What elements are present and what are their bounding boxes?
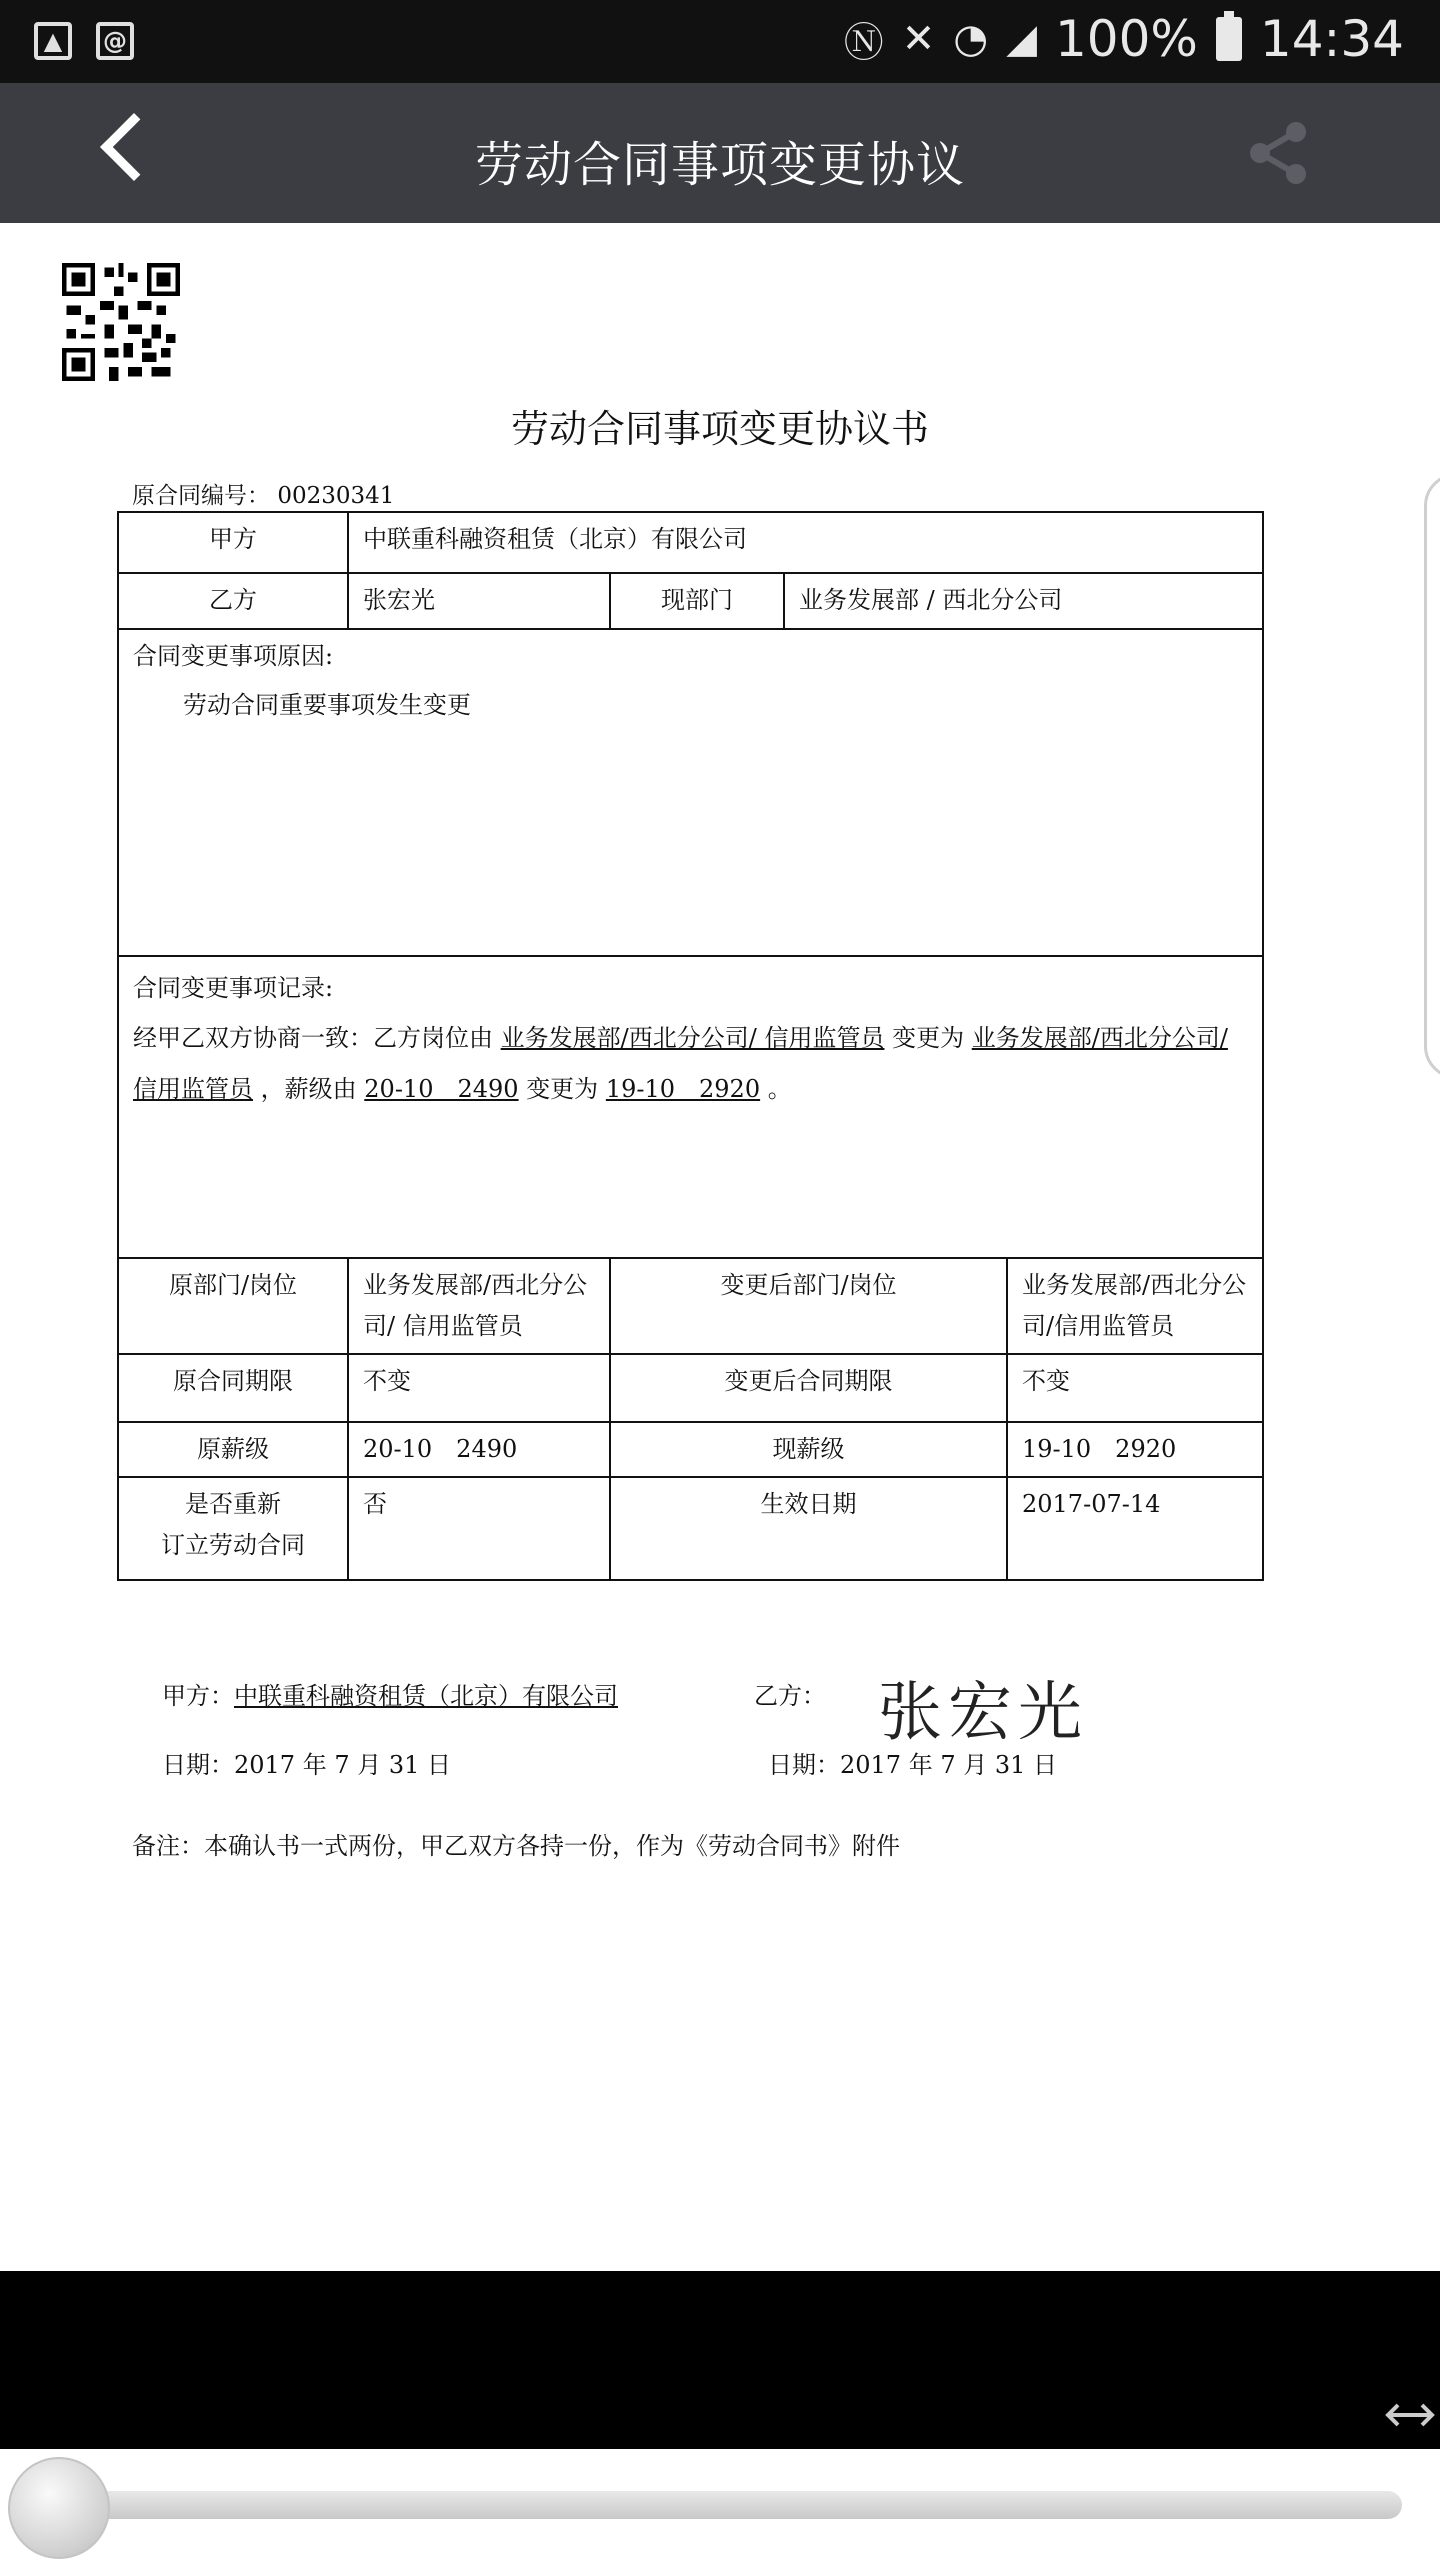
change-reason-cell [118, 629, 1263, 956]
zoom-slider-thumb[interactable] [8, 2457, 110, 2559]
party-a-signature-line [162, 1676, 618, 1711]
document-note: 备注：本确认书一式两份，甲乙双方各持一份，作为《劳动合同书》附件 [132, 1832, 900, 1860]
orig-salary-value: 20-10 2490 [348, 1422, 610, 1477]
change-reason-text: 劳动合同重要事项发生变更 [183, 690, 471, 719]
record-end: 。 [767, 1074, 792, 1103]
current-dept-value: 业务发展部 / 西北分公司 [784, 573, 1263, 629]
re-sign-value: 否 [348, 1477, 610, 1580]
current-salary-label: 现薪级 [610, 1422, 1007, 1477]
document-page [0, 223, 1440, 2271]
orig-dept-post-label: 原部门/岗位 [118, 1258, 348, 1354]
viewer-background [0, 2271, 1440, 2449]
new-dept-post-label: 变更后部门/岗位 [610, 1258, 1007, 1354]
current-dept-label: 现部门 [610, 573, 784, 629]
battery-icon [1216, 17, 1242, 61]
status-bar [0, 0, 1440, 83]
sign-b-label: 乙方： [754, 1682, 826, 1710]
zoom-bar [0, 2449, 1440, 2560]
party-b-signature-line [754, 1676, 826, 1711]
clock: 14:34 [1259, 10, 1404, 68]
sign-a-company: 中联重科融资租赁（北京）有限公司 [234, 1682, 618, 1710]
battery-percent: 100% [1054, 10, 1198, 68]
change-form-table [117, 511, 1264, 1581]
contract-number [132, 477, 394, 510]
handwritten-signature: 张宏光 [878, 1676, 1088, 1750]
new-dept-post-value: 业务发展部/西北分公司/信用监管员 [1007, 1258, 1263, 1354]
record-to-post: 业务发展部/西北分公司/ 信用监管员 [133, 1024, 1228, 1103]
party-b-date: 日期：2017 年 7 月 31 日 [768, 1751, 1058, 1779]
new-term-label: 变更后合同期限 [610, 1354, 1007, 1422]
record-change-to: 变更为 [892, 1024, 965, 1053]
sign-a-label: 甲方： [162, 1682, 234, 1710]
current-salary-value: 19-10 2920 [1007, 1422, 1263, 1477]
party-a-value: 中联重科融资租赁（北京）有限公司 [348, 512, 1263, 573]
record-to-salary: 19-10 2920 [605, 1074, 761, 1103]
record-prefix: 经甲乙双方协商一致：乙方岗位由 [133, 1024, 493, 1053]
at-icon: @ [96, 22, 134, 60]
party-a-date: 日期：2017 年 7 月 31 日 [162, 1751, 452, 1779]
signal-icon: ◢ [1006, 16, 1037, 62]
change-record-text [133, 1013, 1248, 1114]
effective-date-label: 生效日期 [610, 1477, 1007, 1580]
orig-term-label: 原合同期限 [118, 1354, 348, 1422]
title-bar [0, 83, 1440, 223]
record-salary-prefix: ，薪级由 [260, 1074, 357, 1103]
orig-dept-post-value: 业务发展部/西北分公司/ 信用监管员 [348, 1258, 610, 1354]
qr-code-icon [62, 263, 180, 381]
share-icon[interactable] [1244, 118, 1314, 188]
party-a-label: 甲方 [118, 512, 348, 573]
mute-icon: ✕ [901, 16, 936, 62]
orig-term-value: 不变 [348, 1354, 610, 1422]
zoom-slider-track[interactable] [62, 2491, 1402, 2519]
document-title: 劳动合同事项变更协议书 [510, 407, 929, 451]
party-b-label: 乙方 [118, 573, 348, 629]
record-from-salary: 20-10 2490 [364, 1074, 519, 1103]
record-change-to-2: 变更为 [526, 1074, 599, 1103]
re-sign-label [118, 1477, 348, 1580]
contract-number-label: 原合同编号： [132, 483, 270, 509]
wifi-icon: ◔ [953, 16, 989, 62]
change-record-cell [118, 956, 1263, 1258]
re-sign-label-line-2: 订立劳动合同 [161, 1530, 305, 1559]
effective-date-value: 2017-07-14 [1007, 1477, 1263, 1580]
change-reason-label: 合同变更事项原因: [133, 642, 334, 670]
contract-number-value: 00230341 [277, 483, 395, 509]
new-term-value: 不变 [1007, 1354, 1263, 1422]
party-b-value: 张宏光 [348, 573, 610, 629]
image-icon: ▲ [34, 22, 72, 60]
change-record-label: 合同变更事项记录: [133, 974, 334, 1002]
page-edge-handle[interactable] [1424, 473, 1440, 1079]
orig-salary-label: 原薪级 [118, 1422, 348, 1477]
record-from-post: 业务发展部/西北分公司/ 信用监管员 [500, 1024, 885, 1053]
horizontal-resize-icon[interactable] [1382, 2395, 1438, 2435]
page-title: 劳动合同事项变更协议 [474, 137, 965, 193]
nfc-icon: Ⓝ [843, 19, 884, 66]
re-sign-label-line-1: 是否重新 [185, 1490, 281, 1518]
